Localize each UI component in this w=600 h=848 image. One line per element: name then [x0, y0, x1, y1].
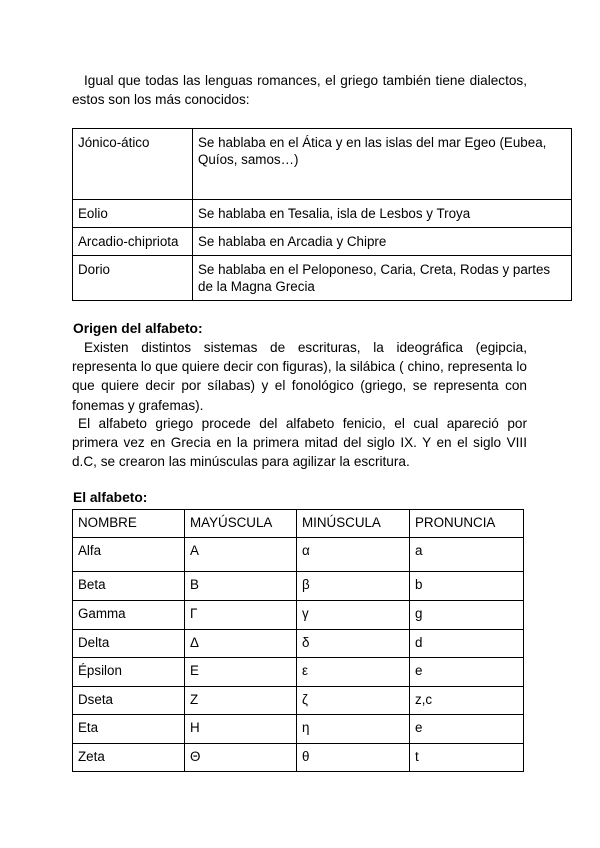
letter-pronunciation: e [410, 715, 524, 744]
letter-pronunciation: a [410, 538, 524, 572]
letter-uppercase: Γ [185, 601, 297, 630]
letter-name: Alfa [73, 538, 185, 572]
letter-pronunciation: e [410, 658, 524, 687]
origin-heading: Origen del alfabeto: [73, 321, 203, 336]
table-row [73, 129, 572, 200]
letter-lowercase: β [297, 572, 410, 601]
origin-paragraph-1: Existen distintos sistemas de escrituras, la ideográfica (egipcia, representa lo que quiere decir con figuras), la silábica ( chino, representa lo que quiere decir por sílabas) y el fonológico (griego, se representa con fonemas y grafemas). [72, 340, 527, 413]
letter-uppercase: Δ [185, 630, 297, 658]
letter-uppercase: Ε [185, 658, 297, 687]
dialect-name: Eolio [73, 200, 193, 228]
dialects-table [72, 128, 572, 301]
table-row [73, 538, 524, 572]
dialect-name: Dorio [73, 256, 193, 301]
letter-lowercase: γ [297, 601, 410, 630]
column-header-minuscula: MINÚSCULA [297, 510, 410, 538]
table-row [73, 658, 524, 687]
column-header-nombre: NOMBRE [73, 510, 185, 538]
letter-pronunciation: t [410, 744, 524, 772]
dialect-description: Se hablaba en el Peloponeso, Caria, Creta, Rodas y partes de la Magna Grecia [193, 256, 572, 301]
alphabet-heading: El alfabeto: [73, 490, 148, 505]
letter-name: Delta [73, 630, 185, 658]
letter-name: Dseta [73, 687, 185, 715]
letter-name: Eta [73, 715, 185, 744]
letter-lowercase: ζ [297, 687, 410, 715]
letter-lowercase: α [297, 538, 410, 572]
table-header-row [73, 510, 524, 538]
alphabet-table [72, 509, 524, 772]
letter-pronunciation: g [410, 601, 524, 630]
dialect-description: Se hablaba en Tesalia, isla de Lesbos y Troya [193, 200, 572, 228]
intro-paragraph: Igual que todas las lenguas romances, el griego también tiene dialectos, estos son los más conocidos: [72, 73, 527, 108]
table-row [73, 228, 572, 256]
dialect-name: Arcadio-chipriota [73, 228, 193, 256]
table-row [73, 572, 524, 601]
letter-lowercase: η [297, 715, 410, 744]
letter-lowercase: ε [297, 658, 410, 687]
letter-name: Beta [73, 572, 185, 601]
letter-uppercase: Α [185, 538, 297, 572]
letter-name: Zeta [73, 744, 185, 772]
table-row [73, 744, 524, 772]
table-row [73, 256, 572, 301]
table-row [73, 200, 572, 228]
table-row [73, 687, 524, 715]
letter-uppercase: Ζ [185, 687, 297, 715]
letter-lowercase: δ [297, 630, 410, 658]
table-row [73, 630, 524, 658]
letter-uppercase: Θ [185, 744, 297, 772]
dialect-name: Jónico-ático [73, 129, 193, 200]
letter-pronunciation: z,c [410, 687, 524, 715]
table-row [73, 601, 524, 630]
letter-pronunciation: d [410, 630, 524, 658]
table-row [73, 715, 524, 744]
column-header-mayuscula: MAYÚSCULA [185, 510, 297, 538]
letter-uppercase: Η [185, 715, 297, 744]
dialect-description: Se hablaba en el Ática y en las islas del mar Egeo (Eubea, Quíos, samos…) [193, 129, 572, 200]
origin-paragraph-2: El alfabeto griego procede del alfabeto fenicio, el cual apareció por primera vez en Grecia en la primera mitad del siglo IX. Y en el siglo VIII d.C, se crearon las minúsculas para agilizar la escritura. [72, 416, 527, 470]
letter-pronunciation: b [410, 572, 524, 601]
letter-name: Épsilon [73, 658, 185, 687]
dialect-description: Se hablaba en Arcadia y Chipre [193, 228, 572, 256]
letter-lowercase: θ [297, 744, 410, 772]
letter-uppercase: Β [185, 572, 297, 601]
column-header-pronuncia: PRONUNCIA [410, 510, 524, 538]
letter-name: Gamma [73, 601, 185, 630]
